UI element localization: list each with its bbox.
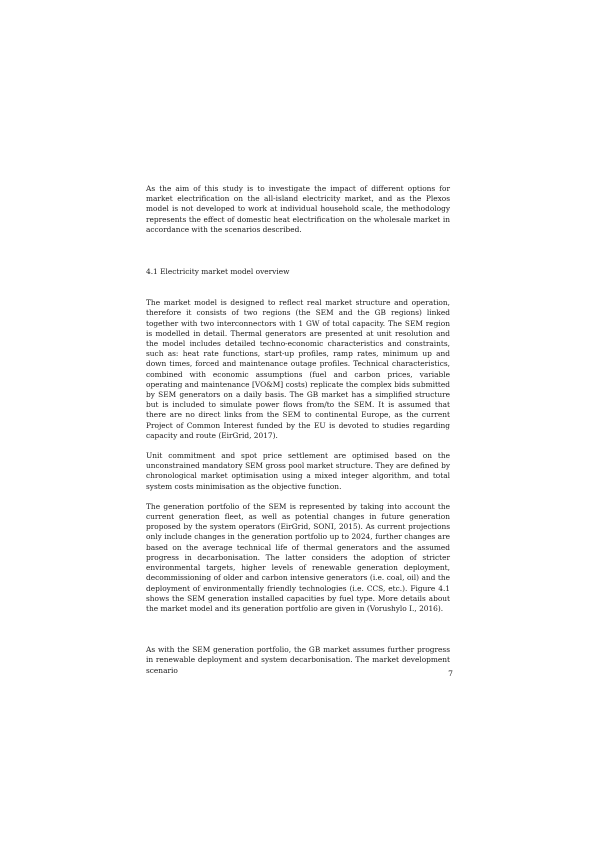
page-number: 7 — [448, 669, 453, 678]
paragraph-unit-commitment: Unit commitment and spot price settlement are optimised based on the unconstrained mandatory SEM gross pool market structure. They are defined by chronological market optimisation using a mixed integer algorithm, and total system costs minimisation as the objective function. — [146, 451, 450, 491]
section-heading: 4.1 Electricity market model overview — [146, 267, 290, 277]
paragraph-gb-market: As with the SEM generation portfolio, the GB market assumes further progress in renewable deployment and system decarbonisation. The market development scenario — [146, 645, 450, 675]
paragraph-market-model: The market model is designed to reflect real market structure and operation, therefore it consists of two regions (the SEM and the GB regions) linked together with two interconnectors with 1 GW of total capacity. The SEM region is modelled in detail. Thermal generators are presented at unit resolution and the model includes detailed techno-economic characteristics and constraints, such as: heat rate functions, start-up profiles, ramp rates, minimum up and down times, forced and maintenance outage profiles. Technical characteristics, combined with economic assumptions (fuel and carbon prices, variable operating and maintenance [VO&M] costs) replicate the complex bids submitted by SEM generators on a daily basis. The GB market has a simplified structure but is included to simulate power flows from/to the SEM. It is assumed that there are no direct links from the SEM to continental Europe, as the current Project of Common Interest funded by the EU is devoted to studies regarding capacity and route (EirGrid, 2017). — [146, 298, 450, 440]
paragraph-generation-portfolio: The generation portfolio of the SEM is represented by taking into account the current generation fleet, as well as potential changes in future generation proposed by the system operators (EirGrid, SONI, 2015). As current projections only include changes in the generation portfolio up to 2024, further changes are based on the average technical life of thermal generators and the assumed progress in decarbonisation. The latter considers the adoption of stricter environmental targets, higher levels of renewable generation deployment, decommissioning of older and carbon intensive generators (i.e. coal, oil) and the deployment of environmentally friendly technologies (i.e. CCS, etc.). Figure 4.1 shows the SEM generation installed capacities by fuel type. More details about the market model and its generation portfolio are given in (Vorushylo I., 2016). — [146, 501, 450, 613]
body-text — [146, 184, 450, 676]
paragraph-intro: As the aim of this study is to investigate the impact of different options for market electrification on the all-island electricity market, and as the Plexos model is not developed to work at individual household scale, the methodology represents the effect of domestic heat electrification on the wholesale market in accordance with the scenarios described. — [146, 184, 450, 234]
